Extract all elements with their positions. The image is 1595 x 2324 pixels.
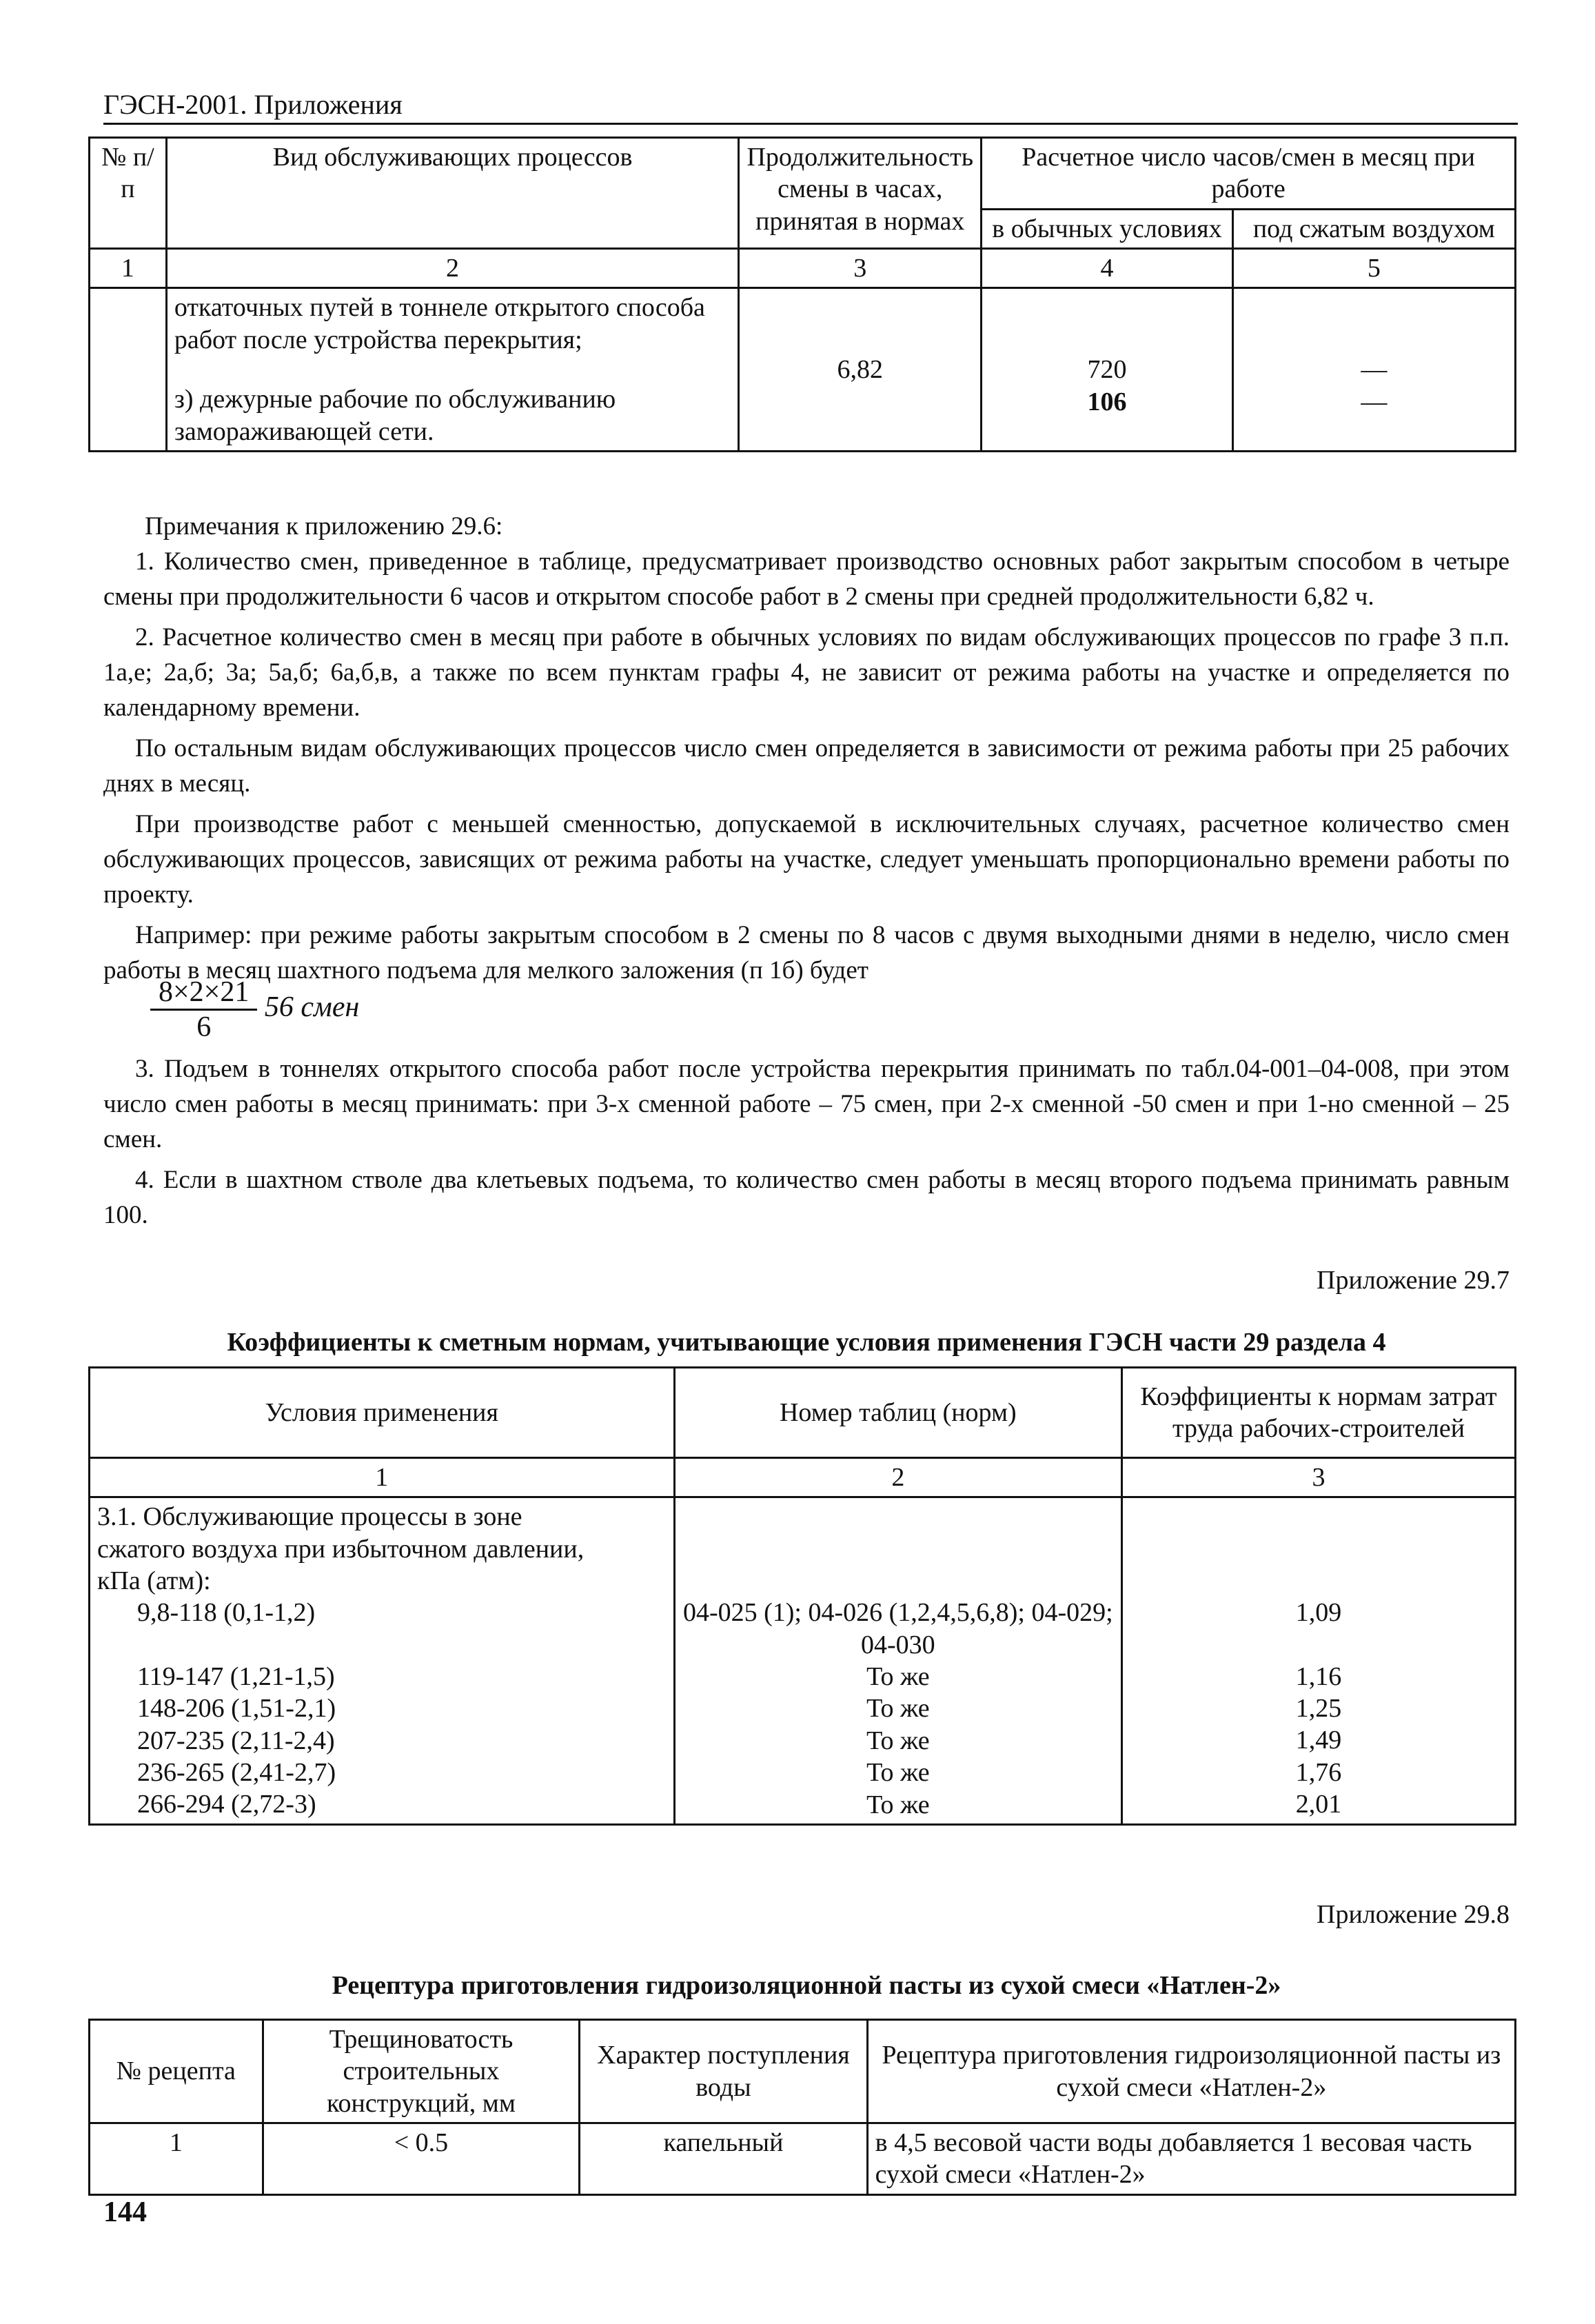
formula-numerator: 8×2×21 <box>150 976 257 1011</box>
recipe-text: в 4,5 весовой части воды добавляется 1 весовая часть сухой смеси «Натлен-2» <box>867 2123 1515 2195</box>
condition-value: 207-235 (2,11-2,4) <box>137 1726 335 1755</box>
note-paragraph: 3. Подъем в тоннелях открытого способа работ после устройства перекрытия принимать по табл.04-001–04-008, при этом число смен работы в месяц принимать: при 3-х сменной работе – 75 смен, при 2-х сменной -50 смен и при 1-но сменной – 25 смен. <box>103 1055 1510 1153</box>
formula <box>150 976 359 1044</box>
col-header-tables: Номер таблиц (норм) <box>674 1368 1121 1458</box>
tables-value: 04-025 (1); 04-026 (1,2,4,5,6,8); 04-029; 04-030 <box>682 1598 1113 1659</box>
col-header-process: Вид обслуживающих процессов <box>166 138 738 249</box>
row-text: з) дежурные рабочие по обслуживанию замораживающей сети. <box>174 385 616 446</box>
tables-value: То же <box>866 1758 930 1788</box>
col-number: 4 <box>982 249 1232 288</box>
col-header-num: № п/п <box>90 138 167 249</box>
notes-title: Примечания к приложению 29.6: <box>145 512 503 540</box>
table-body <box>90 1497 1516 1825</box>
condition-value: 119-147 (1,21-1,5) <box>137 1661 335 1691</box>
col-header-recipe-num: № рецепта <box>90 2020 263 2123</box>
note-paragraph: 1. Количество смен, приведенное в таблице, предусматривает производство основных работ закрытым способом в четыре смены при продолжительности 6 часов и открытом способе работ в 2 смены при средней продолжительности 6,82 ч. <box>103 547 1510 611</box>
page-number: 144 <box>103 2196 147 2228</box>
coef-value: 1,25 <box>1295 1694 1342 1724</box>
recipe-num: 1 <box>90 2123 263 2195</box>
col-number: 2 <box>674 1458 1121 1497</box>
condition-value: 266-294 (2,72-3) <box>137 1790 316 1819</box>
col-header-compressed: под сжатым воздухом <box>1232 209 1515 248</box>
tables-value: То же <box>866 1694 930 1724</box>
coef-value: 1,76 <box>1295 1757 1342 1787</box>
formula-result: 56 смен <box>264 991 360 1024</box>
col-header-normal: в обычных условиях <box>982 209 1232 248</box>
crack-value: < 0.5 <box>263 2123 580 2195</box>
col-header-duration: Продолжительность смены в часах, принятая в нормах <box>739 138 982 249</box>
header-rule <box>103 123 1518 125</box>
notes-block <box>103 509 1510 988</box>
appendix-label: Приложение 29.8 <box>1317 1900 1510 1929</box>
col-number: 1 <box>90 249 167 288</box>
coefficients-table <box>88 1366 1516 1826</box>
col-number: 3 <box>1122 1458 1516 1497</box>
condition-value: 236-265 (2,41-2,7) <box>137 1757 336 1787</box>
duration-value: 6,82 <box>837 355 883 385</box>
coef-value: 1,09 <box>1295 1598 1342 1628</box>
compressed-value: — <box>1361 355 1388 385</box>
conditions-intro: 3.1. Обслуживающие процессы в зоне сжатого воздуха при избыточном давлении, кПа (атм): <box>97 1502 585 1596</box>
recipe-table <box>88 2019 1516 2196</box>
appendix-title: Рецептура приготовления гидроизоляционной пасты из сухой смеси «Натлен-2» <box>332 1971 1281 2000</box>
notes-block-2 <box>103 1051 1510 1233</box>
normal-value: 720 <box>1087 355 1127 385</box>
note-paragraph: 4. Если в шахтном стволе два клетьевых подъема, то количество смен работы в месяц второго подъема принимать равным 100. <box>103 1166 1510 1229</box>
table-continued <box>88 137 1516 452</box>
col-header-water: Характер поступления воды <box>580 2020 867 2123</box>
formula-denominator: 6 <box>196 1011 212 1043</box>
note-paragraph: По остальным видам обслуживающих процессов число смен определяется в зависимости от режима работы при 25 рабочих днях в месяц. <box>103 734 1510 798</box>
col-number: 1 <box>90 1458 675 1497</box>
col-header-conditions: Условия применения <box>90 1368 675 1458</box>
col-number: 3 <box>739 249 982 288</box>
page-header: ГЭСН-2001. Приложения <box>103 89 403 120</box>
note-paragraph: Например: при режиме работы закрытым способом в 2 смены по 8 часов с двумя выходными днями в неделю, число смен работы в месяц шахтного подъема для мелкого заложения (п 1б) будет <box>103 921 1510 984</box>
col-number: 5 <box>1232 249 1515 288</box>
appendix-label: Приложение 29.7 <box>1317 1266 1510 1295</box>
col-header-recipe: Рецептура приготовления гидроизоляционной пасты из сухой смеси «Натлен-2» <box>867 2020 1515 2123</box>
coef-value: 1,16 <box>1295 1661 1342 1691</box>
tables-value: То же <box>866 1726 930 1755</box>
tables-value: То же <box>866 1790 930 1819</box>
compressed-value: — <box>1361 387 1388 416</box>
col-number: 2 <box>166 249 738 288</box>
row-text: откаточных путей в тоннеле открытого способа работ после устройства перекрытия; <box>174 293 705 354</box>
tables-value: То же <box>866 1662 930 1692</box>
appendix-title: Коэффициенты к сметным нормам, учитывающие условия применения ГЭСН части 29 раздела 4 <box>227 1328 1386 1357</box>
col-header-coef: Коэффициенты к нормам затрат труда рабочих-строителей <box>1122 1368 1516 1458</box>
note-paragraph: 2. Расчетное количество смен в месяц при работе в обычных условиях по видам обслуживающих процессов по графе 3 п.п. 1а,е; 2а,б; 3а; 5а,б; 6а,б,в, а также по всем пунктам графы 4, не зависит от режима работы на участке и определяется по календарному времени. <box>103 623 1510 722</box>
col-header-crack: Трещиноватость строительных конструкций, мм <box>263 2020 580 2123</box>
col-header-monthly: Расчетное число часов/смен в месяц при работе <box>982 138 1516 210</box>
coef-value: 1,49 <box>1295 1726 1342 1755</box>
condition-value: 9,8-118 (0,1-1,2) <box>137 1598 316 1628</box>
note-paragraph: При производстве работ с меньшей сменностью, допускаемой в исключительных случаях, расчетное количество смен обслуживающих процессов, зависящих от режима работы на участке, следует уменьшать пропорционально времени работы по проекту. <box>103 810 1510 909</box>
table-row <box>90 288 1516 451</box>
normal-value: 106 <box>1087 387 1127 416</box>
coef-value: 2,01 <box>1295 1790 1342 1819</box>
water-value: капельный <box>580 2123 867 2195</box>
condition-value: 148-206 (1,51-2,1) <box>137 1694 336 1724</box>
table-row <box>90 2123 1516 2195</box>
